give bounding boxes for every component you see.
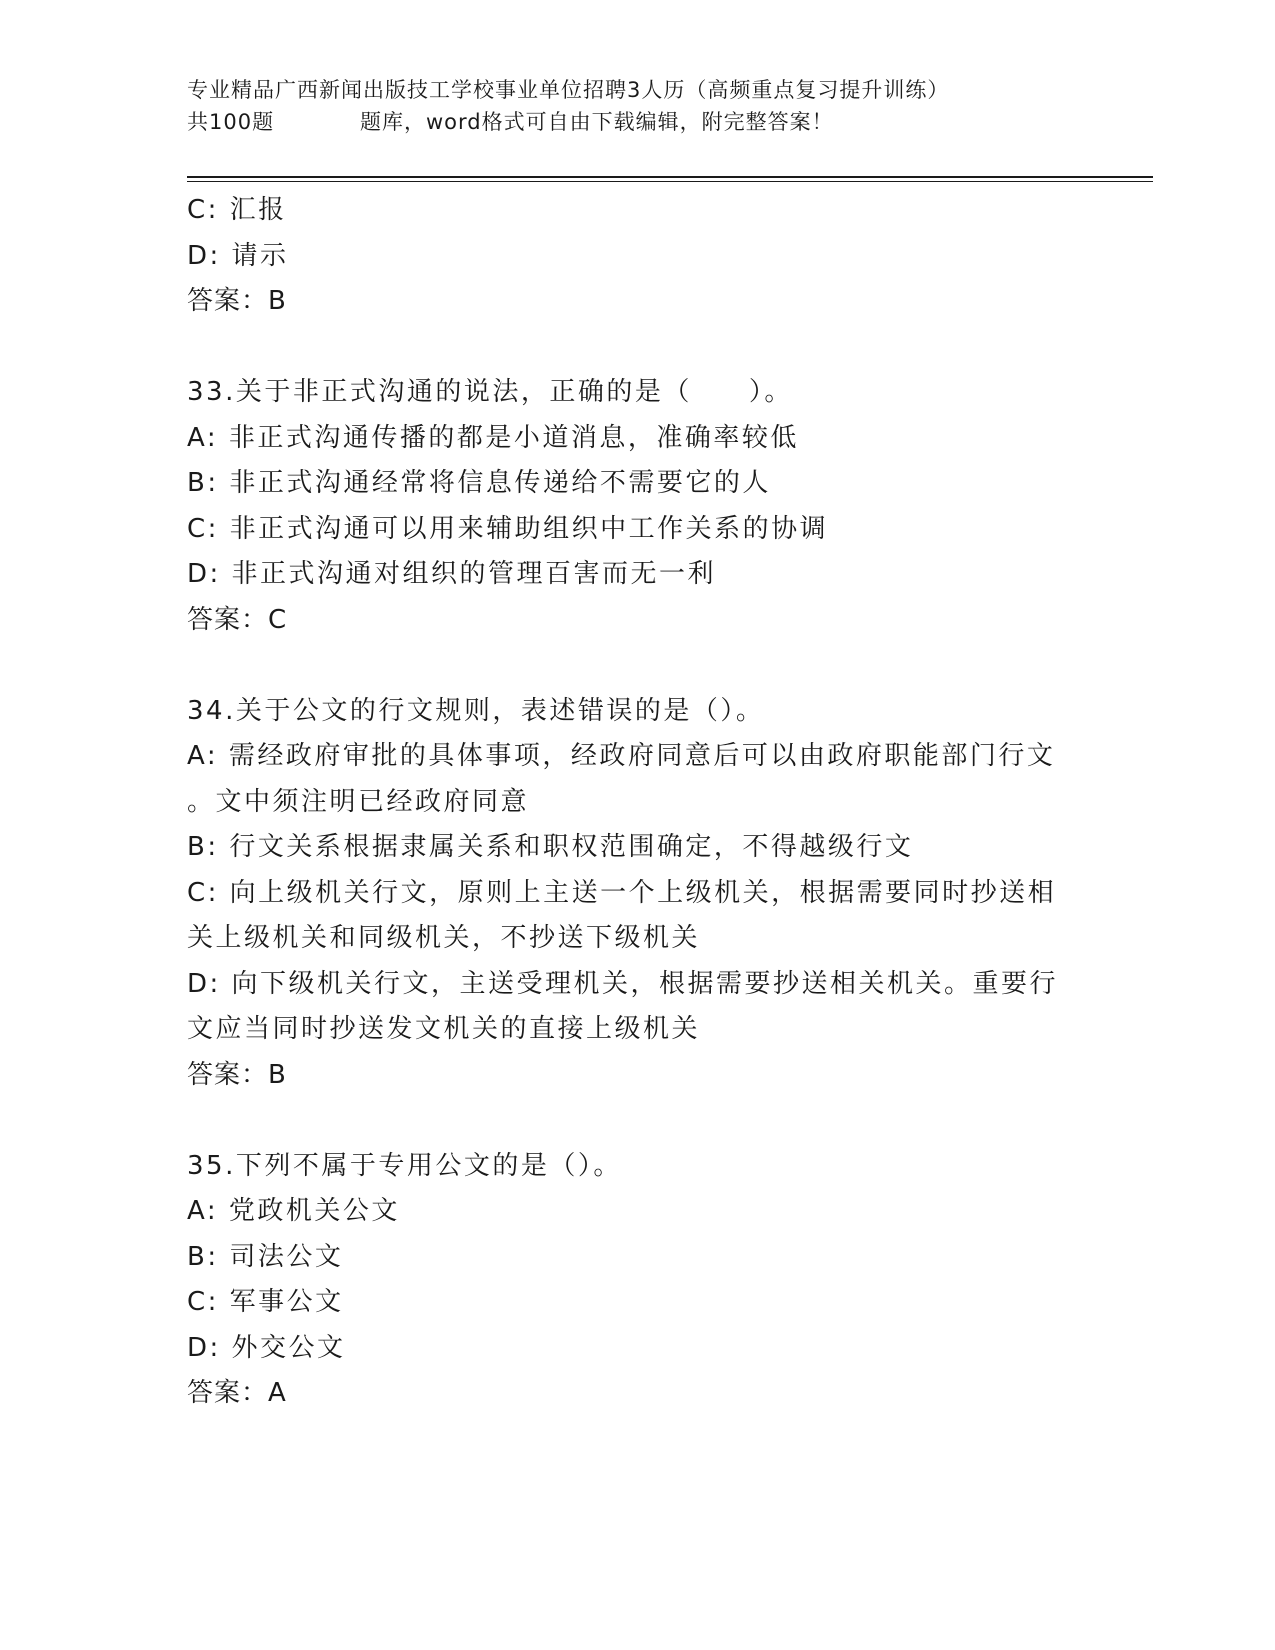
question-33 bbox=[187, 370, 1087, 643]
option-c: C: 军事公文 bbox=[187, 1287, 344, 1317]
question-stem: 34.关于公文的行文规则，表述错误的是（）。 bbox=[187, 695, 765, 726]
option-c-line-2: 关上级机关和同级机关，不抄送下级机关 bbox=[187, 923, 701, 953]
question-stem: 33.关于非正式沟通的说法，正确的是（ ）。 bbox=[187, 377, 793, 407]
answer: 答案：A bbox=[187, 1378, 287, 1408]
question-32-tail bbox=[187, 188, 1087, 325]
option-a: A: 党政机关公文 bbox=[187, 1196, 400, 1226]
question-count: 共100题 bbox=[187, 110, 275, 134]
spacer bbox=[187, 325, 1087, 371]
option-b: B: 司法公文 bbox=[187, 1241, 344, 1272]
question-stem: 35.下列不属于专用公文的是（）。 bbox=[187, 1150, 622, 1181]
option-d: D: 外交公文 bbox=[187, 1332, 346, 1363]
option-c-line-1: C: 向上级机关行文，原则上主送一个上级机关，根据需要同时抄送相 bbox=[187, 877, 1057, 908]
page-header bbox=[187, 74, 1087, 138]
option-d: D: 非正式沟通对组织的管理百害而无一利 bbox=[187, 559, 717, 589]
option-a-line-2: 。文中须注明已经政府同意 bbox=[187, 786, 530, 817]
spacer bbox=[187, 643, 1087, 689]
option-c: C: 非正式沟通可以用来辅助组织中工作关系的协调 bbox=[187, 513, 829, 544]
answer: 答案：B bbox=[187, 286, 287, 316]
header-divider-thin bbox=[187, 181, 1153, 182]
option-d: D: 请示 bbox=[187, 240, 289, 271]
header-subtitle bbox=[187, 106, 1087, 138]
question-34 bbox=[187, 689, 1087, 1099]
answer: 答案：C bbox=[187, 604, 288, 635]
option-a: A: 非正式沟通传播的都是小道消息，准确率较低 bbox=[187, 422, 799, 453]
option-b: B: 非正式沟通经常将信息传递给不需要它的人 bbox=[187, 468, 771, 498]
header-description: 题库，word格式可自由下载编辑，附完整答案！ bbox=[360, 110, 834, 134]
option-b: B: 行文关系根据隶属关系和职权范围确定，不得越级行文 bbox=[187, 832, 914, 862]
answer: 答案：B bbox=[187, 1059, 287, 1090]
spacer bbox=[187, 1098, 1087, 1144]
question-content bbox=[187, 188, 1087, 1417]
option-d-line-1: D: 向下级机关行文，主送受理机关，根据需要抄送相关机关。重要行 bbox=[187, 968, 1059, 999]
option-d-line-2: 文应当同时抄送发文机关的直接上级机关 bbox=[187, 1014, 701, 1044]
option-a-line-1: A: 需经政府审批的具体事项，经政府同意后可以由政府职能部门行文 bbox=[187, 741, 1056, 771]
option-c: C: 汇报 bbox=[187, 195, 287, 225]
question-35 bbox=[187, 1144, 1087, 1417]
header-title: 专业精品广西新闻出版技工学校事业单位招聘3人历（高频重点复习提升训练） bbox=[187, 78, 950, 102]
header-divider-thick bbox=[187, 176, 1153, 178]
